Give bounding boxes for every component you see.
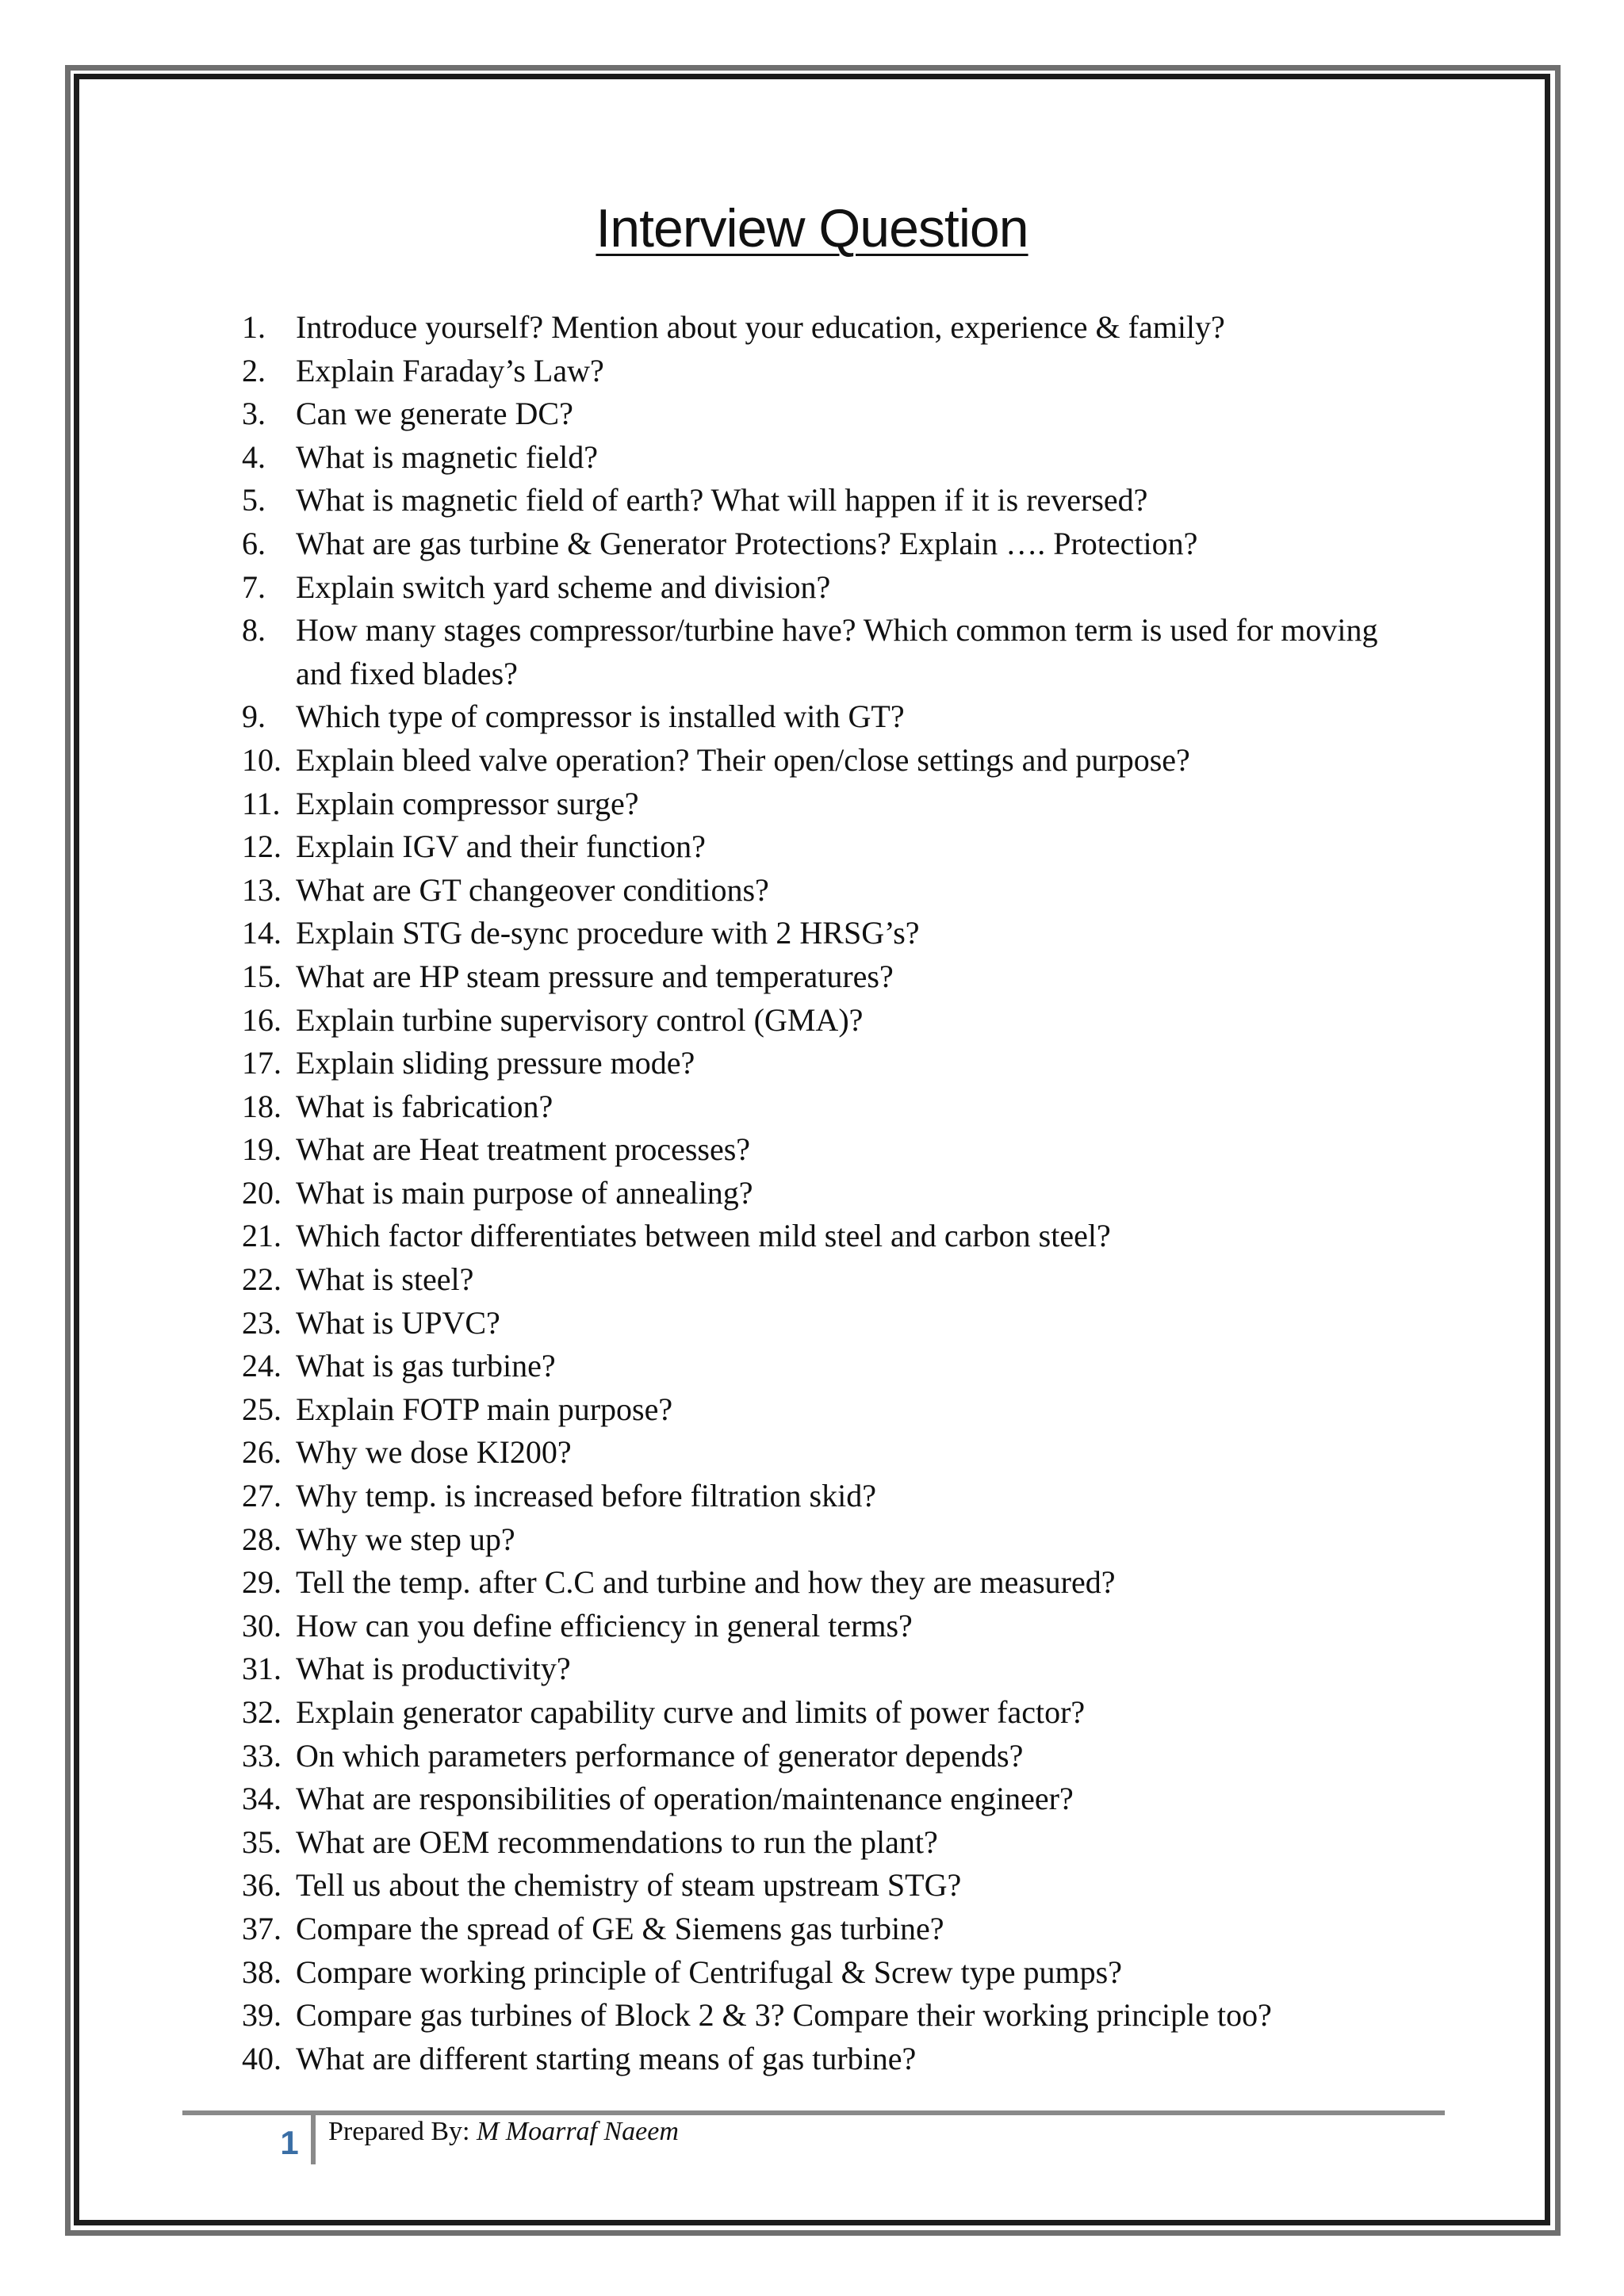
question-item: [242, 1172, 1431, 1215]
question-text: What is magnetic field?: [296, 438, 598, 475]
question-text: Explain compressor surge?: [296, 785, 639, 821]
question-list: [242, 306, 1431, 2080]
question-number: 30.: [242, 1607, 282, 1644]
question-text: Why we step up?: [296, 1521, 515, 1557]
question-text: What are GT changeover conditions?: [296, 871, 769, 908]
question-number: 15.: [242, 958, 282, 994]
question-number: 18.: [242, 1088, 282, 1124]
question-number: 29.: [242, 1564, 282, 1601]
question-text: What is gas turbine?: [296, 1348, 556, 1384]
question-number: 13.: [242, 871, 282, 908]
question-number: 22.: [242, 1261, 282, 1298]
question-text: What are responsibilities of operation/maintenance engineer?: [296, 1781, 1074, 1817]
question-number: 8.: [242, 612, 266, 649]
question-item: [242, 912, 1431, 955]
question-number: 9.: [242, 698, 266, 735]
question-text: Why we dose KI200?: [296, 1434, 572, 1471]
question-text: What are OEM recommendations to run the plant?: [296, 1823, 938, 1860]
question-item: [242, 436, 1431, 480]
question-number: 10.: [242, 741, 282, 778]
question-number: 33.: [242, 1737, 282, 1774]
question-number: 12.: [242, 828, 282, 865]
question-number: 31.: [242, 1651, 282, 1687]
question-text: What are HP steam pressure and temperatures?: [296, 958, 894, 994]
question-text: What is steel?: [296, 1261, 474, 1298]
question-item: [242, 609, 1431, 695]
question-text: What are Heat treatment processes?: [296, 1131, 751, 1168]
question-number: 36.: [242, 1867, 282, 1904]
question-item: [242, 1777, 1431, 1821]
question-item: [242, 1345, 1431, 1388]
question-text: Compare the spread of GE & Siemens gas turbine?: [296, 1910, 944, 1946]
question-text: Compare gas turbines of Block 2 & 3? Compare their working principle too?: [296, 1997, 1272, 2034]
question-item: [242, 1561, 1431, 1605]
question-item: [242, 1951, 1431, 1995]
question-text: Explain STG de-sync procedure with 2 HRSG’s?: [296, 915, 920, 951]
question-text: Tell us about the chemistry of steam upstream STG?: [296, 1867, 962, 1904]
question-number: 38.: [242, 1954, 282, 1990]
question-text: What is magnetic field of earth? What will happen if it is reversed?: [296, 482, 1148, 519]
question-number: 17.: [242, 1045, 282, 1081]
question-item: [242, 955, 1431, 999]
question-text: Explain bleed valve operation? Their open/close settings and purpose?: [296, 741, 1190, 778]
question-text: What is main purpose of annealing?: [296, 1174, 753, 1211]
question-text: Explain IGV and their function?: [296, 828, 706, 865]
question-item: [242, 350, 1431, 393]
question-item: [242, 783, 1431, 826]
question-number: 14.: [242, 915, 282, 951]
page-title: [0, 197, 1624, 260]
question-number: 2.: [242, 352, 266, 388]
question-item: [242, 392, 1431, 436]
question-number: 37.: [242, 1910, 282, 1946]
question-item: [242, 1431, 1431, 1475]
question-item: [242, 1302, 1431, 1345]
question-text: Explain turbine supervisory control (GMA)?: [296, 1001, 864, 1038]
question-item: [242, 999, 1431, 1043]
question-item: [242, 1908, 1431, 1951]
question-number: 6.: [242, 525, 266, 561]
question-item: [242, 522, 1431, 566]
question-number: 1.: [242, 309, 266, 345]
question-text: Explain sliding pressure mode?: [296, 1045, 695, 1081]
question-number: 28.: [242, 1521, 282, 1557]
footer-prepared-by: [328, 2114, 679, 2150]
question-text: Explain Faraday’s Law?: [296, 352, 604, 388]
question-text: Introduce yourself? Mention about your education, experience & family?: [296, 309, 1225, 345]
prepared-by-label: Prepared By:: [328, 2117, 470, 2146]
question-text: Compare working principle of Centrifugal & Screw type pumps?: [296, 1954, 1122, 1990]
question-item: [242, 1691, 1431, 1735]
question-number: 24.: [242, 1348, 282, 1384]
question-number: 35.: [242, 1823, 282, 1860]
question-number: 4.: [242, 438, 266, 475]
question-text: Tell the temp. after C.C and turbine and how they are measured?: [296, 1564, 1116, 1601]
question-item: [242, 1128, 1431, 1172]
question-item: [242, 739, 1431, 783]
question-number: 23.: [242, 1304, 282, 1341]
question-item: [242, 2038, 1431, 2081]
question-number: 32.: [242, 1694, 282, 1730]
question-item: [242, 1388, 1431, 1432]
question-number: 34.: [242, 1781, 282, 1817]
footer-separator: [311, 2114, 316, 2164]
question-item: [242, 306, 1431, 350]
question-text: On which parameters performance of generator depends?: [296, 1737, 1024, 1774]
author-name: M Moarraf Naeem: [476, 2117, 679, 2146]
question-text: What is UPVC?: [296, 1304, 500, 1341]
question-item: [242, 869, 1431, 913]
question-item: [242, 1605, 1431, 1648]
question-item: [242, 1821, 1431, 1865]
page-number: 1: [280, 2124, 299, 2161]
question-number: 19.: [242, 1131, 282, 1168]
question-text: What is productivity?: [296, 1651, 571, 1687]
question-text: Can we generate DC?: [296, 396, 573, 432]
question-number: 39.: [242, 1997, 282, 2034]
page-title-text: Interview Question: [596, 198, 1028, 258]
question-item: [242, 695, 1431, 739]
question-number: 16.: [242, 1001, 282, 1038]
question-text: Explain FOTP main purpose?: [296, 1391, 673, 1427]
question-number: 25.: [242, 1391, 282, 1427]
question-item: [242, 479, 1431, 522]
question-text: Explain generator capability curve and limits of power factor?: [296, 1694, 1086, 1730]
question-text: Which type of compressor is installed with GT?: [296, 698, 905, 735]
question-number: 20.: [242, 1174, 282, 1211]
question-item: [242, 566, 1431, 610]
question-text: What are different starting means of gas turbine?: [296, 2040, 917, 2076]
question-text: How can you define efficiency in general terms?: [296, 1607, 913, 1644]
question-item: [242, 1042, 1431, 1085]
question-item: [242, 1475, 1431, 1518]
question-text: How many stages compressor/turbine have? Which common term is used for moving and fixed blades?: [296, 612, 1378, 691]
question-item: [242, 1864, 1431, 1908]
question-text: Explain switch yard scheme and division?: [296, 568, 831, 605]
question-number: 3.: [242, 396, 266, 432]
question-item: [242, 1735, 1431, 1778]
question-number: 11.: [242, 785, 281, 821]
question-text: What is fabrication?: [296, 1088, 553, 1124]
question-text: What are gas turbine & Generator Protections? Explain …. Protection?: [296, 525, 1198, 561]
question-number: 40.: [242, 2040, 282, 2076]
question-number: 5.: [242, 482, 266, 519]
question-number: 7.: [242, 568, 266, 605]
question-item: [242, 1994, 1431, 2038]
question-text: Which factor differentiates between mild steel and carbon steel?: [296, 1218, 1111, 1254]
question-item: [242, 1518, 1431, 1562]
question-item: [242, 825, 1431, 869]
question-item: [242, 1647, 1431, 1691]
question-number: 26.: [242, 1434, 282, 1471]
question-number: 27.: [242, 1478, 282, 1514]
question-text: Why temp. is increased before filtration skid?: [296, 1478, 876, 1514]
question-item: [242, 1215, 1431, 1258]
question-number: 21.: [242, 1218, 282, 1254]
question-item: [242, 1085, 1431, 1129]
question-item: [242, 1258, 1431, 1302]
